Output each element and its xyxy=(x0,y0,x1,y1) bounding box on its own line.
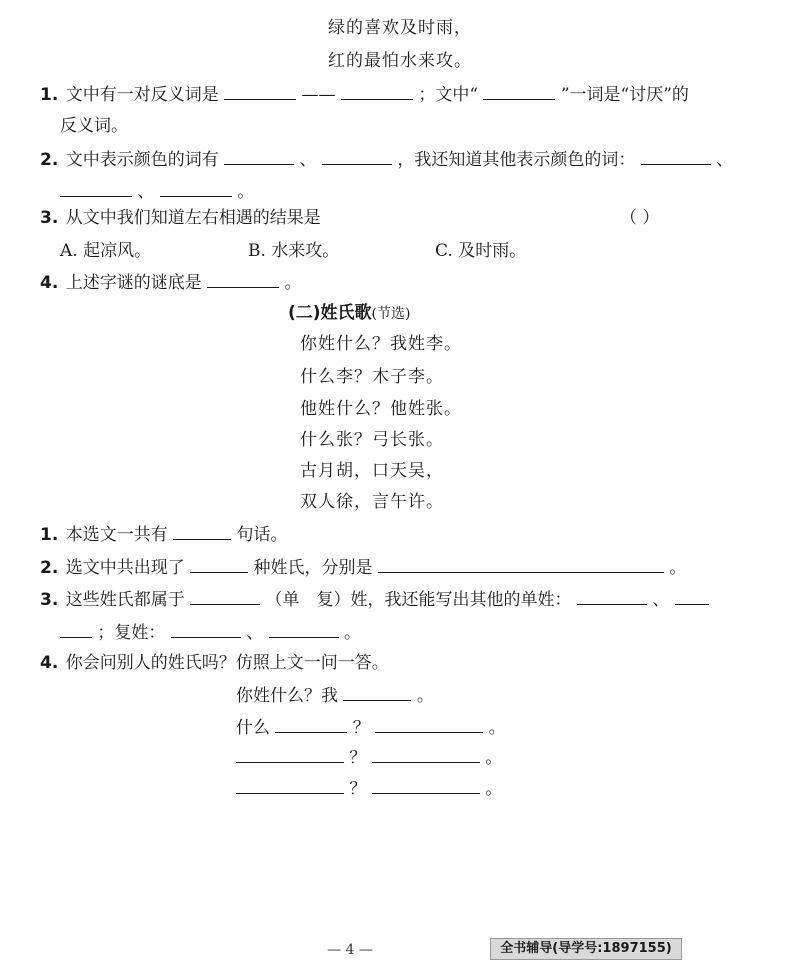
answer-blank[interactable] xyxy=(378,556,664,573)
answer-blank[interactable] xyxy=(173,523,231,540)
punctuation: 。 xyxy=(416,686,434,706)
question-text: 你会问别人的姓氏吗？仿照上文一问一答。 xyxy=(65,653,389,673)
question-number: 1. xyxy=(40,525,59,545)
question-text: 句话。 xyxy=(236,525,288,545)
question-text: 从文中我们知道左右相遇的结果是 xyxy=(65,208,321,228)
answer-blank[interactable] xyxy=(236,746,344,763)
question-number: 3. xyxy=(40,590,59,610)
poem-line-1: 绿的喜欢及时雨， xyxy=(328,18,472,38)
section-2-question-2 xyxy=(40,556,686,579)
answer-blank[interactable] xyxy=(224,148,294,165)
poem-line: 古月胡，口天吴， xyxy=(300,461,444,481)
answer-blank[interactable] xyxy=(171,621,241,638)
question-text: 种姓氏，分别是 xyxy=(253,558,373,578)
separator: 、 xyxy=(137,182,155,202)
answer-blank[interactable] xyxy=(375,716,483,733)
question-number: 2. xyxy=(40,558,59,578)
section-title xyxy=(288,302,410,325)
answer-blank[interactable] xyxy=(483,83,555,100)
question-text: 选文中共出现了 xyxy=(65,558,185,578)
punctuation: 。 xyxy=(485,779,503,799)
answer-blank[interactable] xyxy=(372,746,480,763)
answer-blank[interactable] xyxy=(207,271,279,288)
question-number: 4. xyxy=(40,273,59,293)
separator: 、 xyxy=(299,150,317,170)
question-number: 4. xyxy=(40,653,59,673)
section-2-question-1 xyxy=(40,523,288,546)
question-2-line-2 xyxy=(60,180,254,203)
answer-blank[interactable] xyxy=(372,777,480,794)
answer-blank[interactable] xyxy=(60,180,132,197)
question-text: （单 复）姓，我还能写出其他的单姓： xyxy=(265,590,572,610)
dialogue-text: 你姓什么？我 xyxy=(236,686,338,706)
poem-line: 他姓什么？他姓张。 xyxy=(300,399,462,419)
answer-blank[interactable] xyxy=(322,148,392,165)
option-b[interactable]: B. 水来攻。 xyxy=(248,241,340,261)
section-title-main: (二)姓氏歌 xyxy=(288,303,372,323)
section-title-sub: (节选) xyxy=(371,306,411,322)
answer-blank[interactable] xyxy=(341,83,413,100)
poem-line: 什么张？弓长张。 xyxy=(300,430,444,450)
question-text: 文中表示颜色的词有 xyxy=(65,150,219,170)
poem-line: 你姓什么？我姓李。 xyxy=(300,334,462,354)
dash: —— xyxy=(301,85,336,105)
dialogue-text: 什么 xyxy=(236,718,270,738)
question-text: 上述字谜的谜底是 xyxy=(65,273,202,293)
punctuation: 。 xyxy=(237,182,255,202)
section-2-question-3-line-2 xyxy=(60,621,361,644)
punctuation: 。 xyxy=(284,273,302,293)
poem-line: 什么李？木子李。 xyxy=(300,367,444,387)
answer-blank[interactable] xyxy=(236,777,344,794)
answer-blank[interactable] xyxy=(224,83,296,100)
section-2-question-4 xyxy=(40,652,389,674)
punctuation: 。 xyxy=(669,558,687,578)
answer-blank[interactable] xyxy=(190,588,260,605)
question-text: 本选文一共有 xyxy=(65,525,168,545)
dialogue-row-1 xyxy=(236,684,434,707)
question-4-line-1 xyxy=(40,271,302,294)
question-1-line-1 xyxy=(40,83,689,106)
question-text: ”一词是“讨厌”的 xyxy=(560,85,689,105)
question-number: 3. xyxy=(40,208,59,228)
separator: 、 xyxy=(246,623,264,643)
question-3-line-1 xyxy=(40,207,321,229)
option-c[interactable]: C. 及时雨。 xyxy=(435,241,527,261)
question-mark: ？ xyxy=(349,748,367,768)
separator: 、 xyxy=(716,150,734,170)
punctuation: 。 xyxy=(485,748,503,768)
question-text: ；复姓： xyxy=(97,623,166,643)
question-number: 2. xyxy=(40,150,59,170)
question-text: 这些姓氏都属于 xyxy=(65,590,185,610)
dialogue-row-4 xyxy=(236,777,502,800)
option-a[interactable]: A. 起凉风。 xyxy=(60,241,152,261)
answer-blank[interactable] xyxy=(190,556,248,573)
punctuation: 。 xyxy=(488,718,506,738)
question-text: ，我还知道其他表示颜色的词： xyxy=(397,150,636,170)
answer-blank[interactable] xyxy=(269,621,339,638)
question-mark: ？ xyxy=(352,718,370,738)
poem-line: 双人徐，言午许。 xyxy=(300,492,444,512)
dialogue-row-3 xyxy=(236,746,502,769)
answer-blank[interactable] xyxy=(160,180,232,197)
answer-blank[interactable] xyxy=(577,588,647,605)
answer-parentheses[interactable]: （ ） xyxy=(620,208,660,228)
section-2-question-3-line-1 xyxy=(40,588,709,611)
separator: 、 xyxy=(652,590,670,610)
guide-number-badge: 全书辅导(导学号:1897155) xyxy=(490,938,682,960)
punctuation: 。 xyxy=(344,623,362,643)
answer-blank[interactable] xyxy=(275,716,347,733)
answer-blank[interactable] xyxy=(641,148,711,165)
question-text: 文中有一对反义词是 xyxy=(65,85,219,105)
question-number: 1. xyxy=(40,85,59,105)
question-2-line-1 xyxy=(40,148,733,171)
question-text: ；文中“ xyxy=(418,85,479,105)
page-number: — 4 — xyxy=(327,942,373,958)
answer-blank[interactable] xyxy=(675,588,709,605)
poem-line-2: 红的最怕水来攻。 xyxy=(328,51,472,71)
question-1-line-2: 反义词。 xyxy=(60,116,128,136)
answer-blank[interactable] xyxy=(60,621,92,638)
dialogue-row-2 xyxy=(236,716,506,739)
answer-blank[interactable] xyxy=(343,684,411,701)
question-mark: ？ xyxy=(349,779,367,799)
